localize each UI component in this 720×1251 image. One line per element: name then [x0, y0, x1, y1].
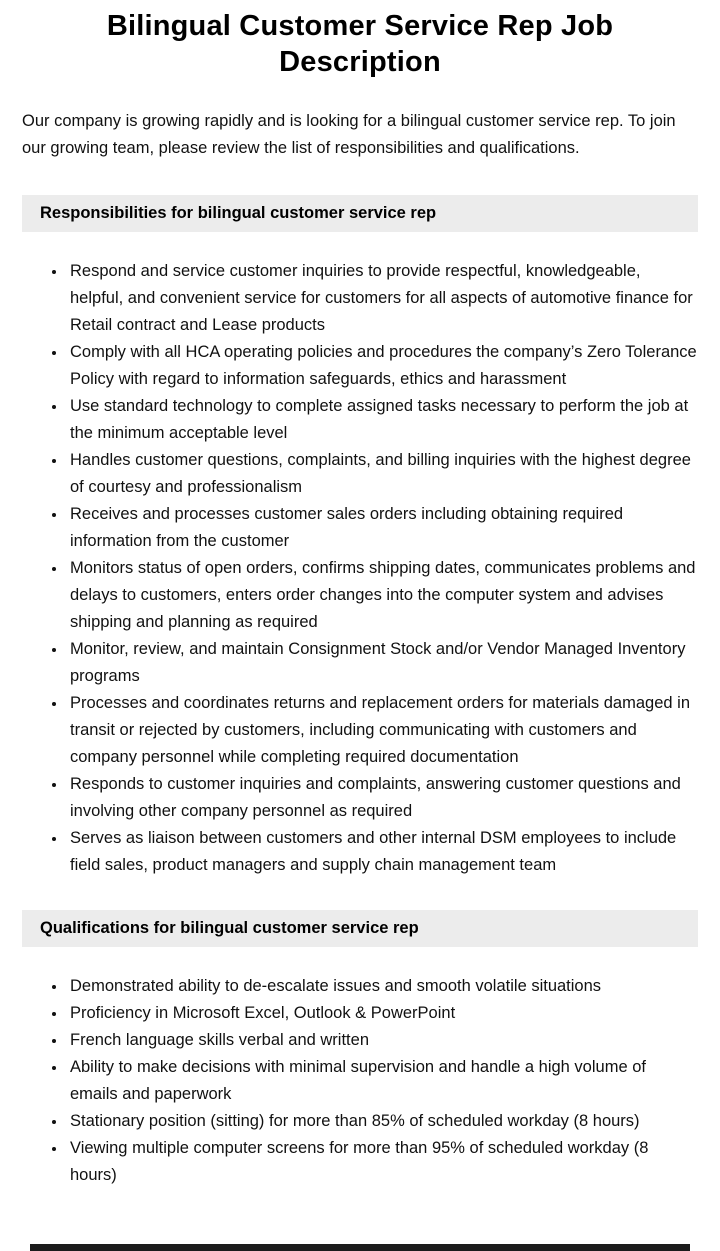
- intro-paragraph: Our company is growing rapidly and is looking for a bilingual customer service rep. To join our growing team, please review the list of responsibilities and qualifications.: [22, 112, 676, 157]
- list-item: • Use standard technology to complete assigned tasks necessary to perform the job at the minimum acceptable level: [67, 393, 698, 447]
- qualifications-list: [22, 973, 698, 1189]
- list-item: • Serves as liaison between customers and other internal DSM employees to include field sales, product managers and supply chain management team: [67, 825, 698, 879]
- list-item: • Responds to customer inquiries and complaints, answering customer questions and involving other company personnel as required: [67, 771, 698, 825]
- list-item: • Receives and processes customer sales orders including obtaining required information from the customer: [67, 501, 698, 555]
- page-title: Bilingual Customer Service Rep Job Description: [106, 10, 614, 78]
- responsibilities-section-header: Responsibilities for bilingual customer service rep: [22, 195, 698, 232]
- qualifications-section-header: Qualifications for bilingual customer service rep: [22, 910, 698, 947]
- list-item: • Comply with all HCA operating policies and procedures the company’s Zero Tolerance Policy with regard to information safeguards, ethics and harassment: [67, 339, 698, 393]
- list-item: • Respond and service customer inquiries to provide respectful, knowledgeable, helpful, and convenient service for customers for all aspects of automotive finance for Retail contract and Lease products: [67, 258, 698, 339]
- list-item: • French language skills verbal and written: [67, 1027, 698, 1054]
- responsibilities-list: [22, 258, 698, 879]
- list-item: • Demonstrated ability to de-escalate issues and smooth volatile situations: [67, 973, 698, 1000]
- list-item: • Stationary position (sitting) for more than 85% of scheduled workday (8 hours): [67, 1108, 698, 1135]
- list-item: • Ability to make decisions with minimal supervision and handle a high volume of emails and paperwork: [67, 1054, 698, 1108]
- list-item: • Processes and coordinates returns and replacement orders for materials damaged in transit or rejected by customers, including communicating with customers and company personnel while completing required documentation: [67, 690, 698, 771]
- list-item: • Proficiency in Microsoft Excel, Outlook & PowerPoint: [67, 1000, 698, 1027]
- list-item: • Monitors status of open orders, confirms shipping dates, communicates problems and delays to customers, enters order changes into the computer system and advises shipping and planning as required: [67, 555, 698, 636]
- footer-bar: [30, 1244, 690, 1251]
- list-item: • Viewing multiple computer screens for more than 95% of scheduled workday (8 hours): [67, 1135, 698, 1189]
- list-item: • Handles customer questions, complaints, and billing inquiries with the highest degree of courtesy and professionalism: [67, 447, 698, 501]
- list-item: • Monitor, review, and maintain Consignment Stock and/or Vendor Managed Inventory programs: [67, 636, 698, 690]
